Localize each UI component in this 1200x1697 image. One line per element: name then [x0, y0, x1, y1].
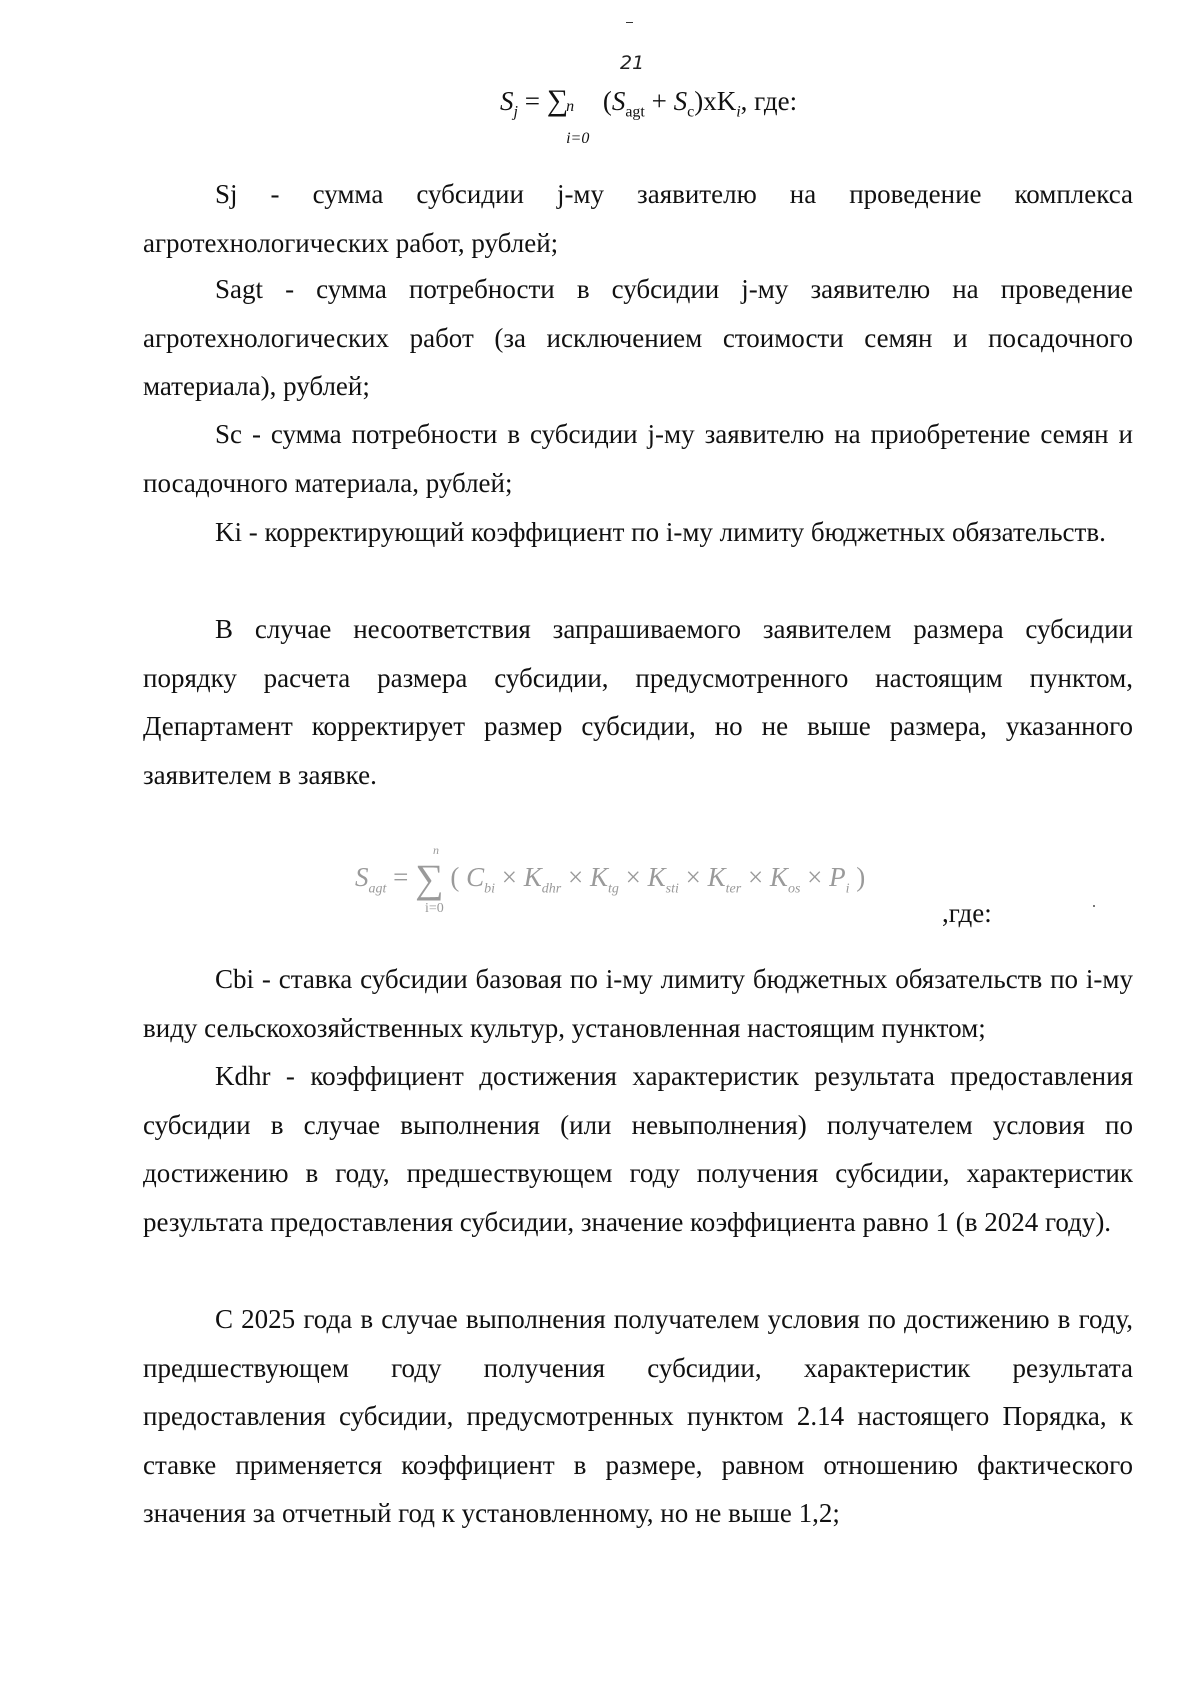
formula-sj-lhs: S	[500, 86, 514, 116]
formula-sj: $S_j$ = ∑ n i=0 $(S_{agt} + S_c)xK_i$, где:	[500, 84, 798, 147]
factor-pi: P	[829, 862, 846, 892]
definition-sj: Sj - сумма субсидии j-му заявителю на проведение комплекса агротехнологических работ, рублей;	[143, 179, 1133, 258]
definition-kdhr: Kdhr - коэффициент достижения характеристик результата предоставления субсидии в случае выполнения (или невыполнения) получателем условия по достижению в году, предшествующем году получения субсидии, характеристик результата предоставления субсидии, значение коэффициента равно 1 (в 2024 году).	[143, 1061, 1133, 1237]
formula-sagt-suffix: ,где:	[942, 898, 992, 928]
sum-symbol: ∑	[546, 84, 569, 117]
factor-ktg: K	[589, 862, 608, 892]
factor-kter: K	[707, 862, 726, 892]
sigma-lower: i=0	[425, 901, 444, 916]
definition-ki: Ki - корректирующий коэффициент по i-му лимиту бюджетных обязательств.	[215, 517, 1106, 547]
sigma-symbol: ∑	[415, 856, 444, 901]
formula-sagt-lhs: S	[355, 862, 369, 892]
sum-lower: i=0	[566, 130, 590, 147]
term-sc-sub: c	[687, 103, 695, 121]
factor-kdhr: K	[523, 862, 542, 892]
factor-ktg-sub: tg	[608, 881, 619, 897]
factor-pi-sub: i	[845, 881, 850, 897]
factor-ksti: K	[647, 862, 666, 892]
factor-cbi: C	[466, 862, 485, 892]
formula-sj-lhs-sub: j	[513, 103, 518, 121]
factor-kos-sub: os	[787, 881, 801, 897]
k-sub: i	[736, 103, 741, 121]
scan-dot	[1093, 905, 1095, 907]
definition-sc: Sc - сумма потребности в субсидии j-му заявителю на приобретение семян и посадочного материала, рублей;	[143, 419, 1133, 498]
page-number: 21	[620, 52, 645, 74]
times-k: xK	[703, 86, 737, 116]
formula-sj-suffix: , где:	[740, 86, 798, 116]
formula-sagt-lhs-sub: agt	[368, 881, 387, 897]
factor-cbi-sub: bi	[484, 881, 496, 897]
paragraph-2025: С 2025 года в случае выполнения получателем условия по достижению в году, предшествующем году получения субсидии, характеристик результата предоставления субсидии, предусмотренных пунктом 2.14 настоящего Порядка, к ставке применяется коэффициент в размере, равном отношению фактического значения за отчетный год к установленному, но не выше 1,2;	[143, 1304, 1133, 1528]
factor-kter-sub: ter	[725, 881, 742, 897]
term-sc: S	[673, 86, 688, 116]
sum-upper: n	[566, 98, 575, 115]
sigma-upper: n	[433, 843, 439, 857]
term-sagt-sub: agt	[625, 103, 645, 121]
factor-ksti-sub: sti	[665, 881, 679, 897]
paragraph-correction: В случае несоответствия запрашиваемого заявителем размера субсидии порядку расчета размера субсидии, предусмотренного настоящим пунктом, Департамент корректирует размер субсидии, но не выше размера, указанного заявителем в заявке.	[143, 614, 1133, 790]
formula-sagt: $S_{agt}$ = ∑ n i=0 ( $C_{bi} \times K_{dhr} \times K_{tg} \times K_{sti} \times K_{ter} \times K_{os} \times P_i$ )	[355, 843, 866, 916]
term-sagt: S	[611, 86, 626, 116]
definition-cbi: Cbi - ставка субсидии базовая по i-му лимиту бюджетных обязательств по i-му виду сельскохозяйственных культур, установленная настоящим пунктом;	[143, 964, 1133, 1043]
top-mark	[626, 22, 633, 23]
factor-kdhr-sub: dhr	[541, 881, 562, 897]
factor-kos: K	[769, 862, 788, 892]
definition-sagt: Sagt - сумма потребности в субсидии j-му заявителю на проведение агротехнологических работ (за исключением стоимости семян и посадочного материала), рублей;	[143, 274, 1133, 401]
